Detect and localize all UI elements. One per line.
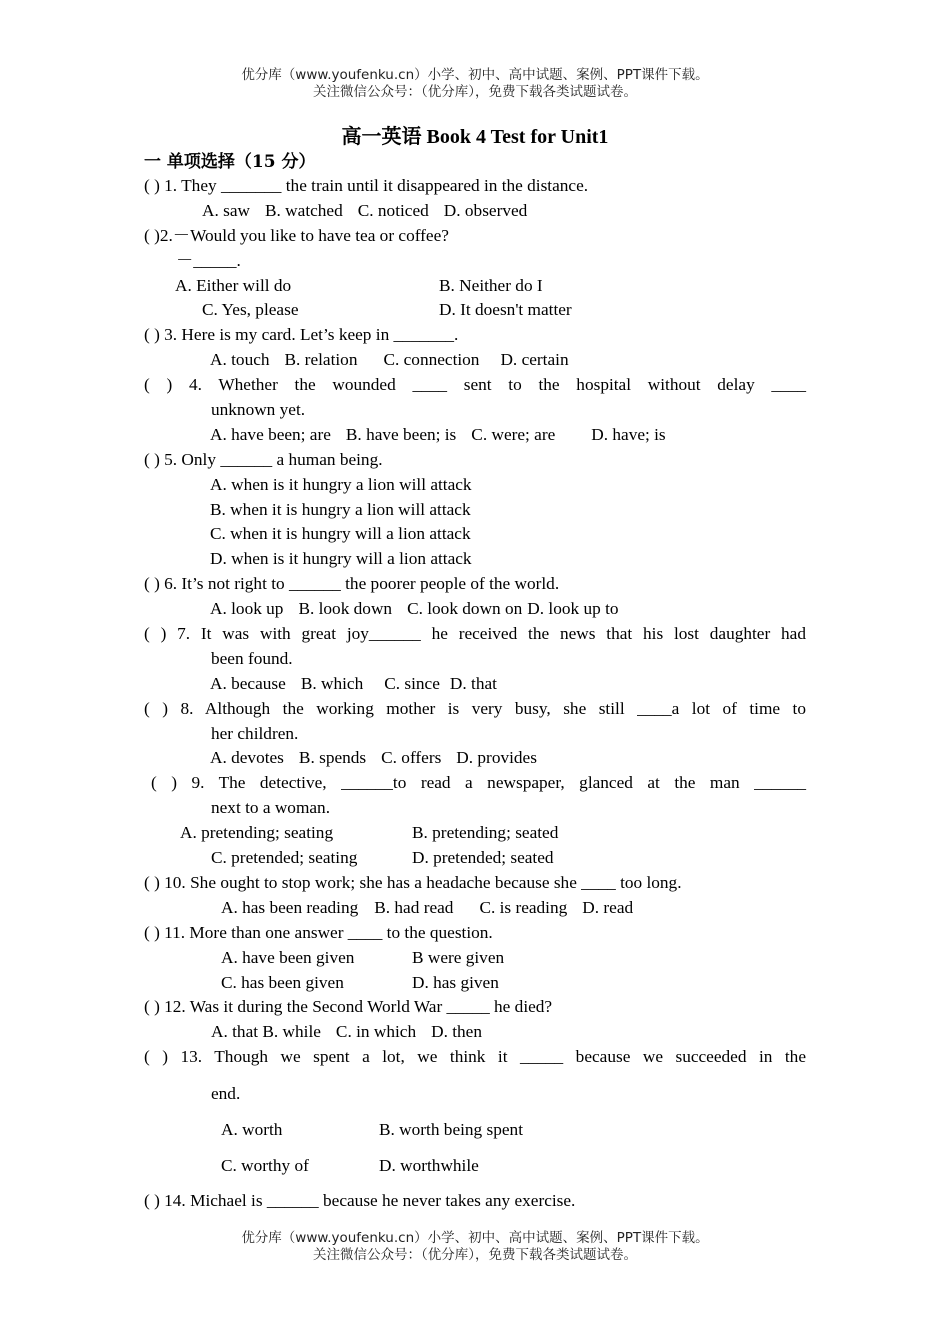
- option-c: C. since: [384, 673, 440, 693]
- question-5-option-c: C. when it is hungry will a lion attack: [210, 524, 471, 544]
- option-a: A. look up: [210, 599, 284, 619]
- option-c: C. noticed: [357, 200, 429, 220]
- question-13-options-row2: [144, 1148, 806, 1184]
- option-a: A. Either will do: [175, 275, 292, 295]
- question-13-stem: ( ) 13. Though we spent a lot, we think it _____ because we succeeded in the: [144, 1047, 806, 1067]
- question-2-stem-line2: －_____.: [176, 250, 241, 270]
- footer-line-1: 优分库（www.youfenku.cn）小学、初中、高中试题、案例、PPT课件下载。: [241, 1230, 709, 1246]
- option-d: D. look up to: [527, 599, 619, 619]
- header-line-2: 关注微信公众号：（优分库），免费下载各类试题试卷。: [313, 84, 637, 100]
- question-5-option-a: A. when is it hungry a lion will attack: [210, 474, 472, 494]
- question-11-options-row2: [144, 971, 806, 996]
- option-d: D. then: [431, 1022, 482, 1042]
- question-1-options: [144, 199, 806, 224]
- question-7-options: [144, 672, 806, 697]
- question-7-stem-line2: been found.: [211, 648, 293, 668]
- question-13-options-row1: [144, 1112, 806, 1148]
- option-b: B. Neither do I: [439, 275, 543, 295]
- footer-line-2: 关注微信公众号：（优分库），免费下载各类试题试卷。: [313, 1247, 637, 1263]
- question-10-stem: ( ) 10. She ought to stop work; she has a headache because she ____ too long.: [144, 872, 682, 892]
- option-d: D. has given: [412, 972, 499, 992]
- question-5-option-d: D. when is it hungry will a lion attack: [210, 549, 472, 569]
- question-9-stem: ( ) 9. The detective, ______to read a newspaper, glanced at the man ______: [151, 773, 806, 793]
- option-b: B. spends: [298, 748, 367, 768]
- question-3-options: [144, 348, 806, 373]
- question-9-options-row1: [144, 821, 806, 846]
- question-8-stem: ( ) 8. Although the working mother is very busy, she still ____a lot of time to: [144, 698, 806, 718]
- option-a: A. has been reading: [221, 897, 359, 917]
- option-b: B. look down: [298, 599, 393, 619]
- question-2-stem: ( )2.－Would you like to have tea or coffee?: [144, 225, 449, 245]
- option-b: B. pretending; seated: [412, 823, 559, 843]
- option-a-b: A. that B. while: [211, 1022, 321, 1042]
- option-c: C. worthy of: [221, 1155, 309, 1175]
- option-b: B. which: [300, 673, 364, 693]
- option-d: D. certain: [500, 350, 569, 370]
- option-c: C. connection: [383, 350, 480, 370]
- question-4-options: [144, 423, 806, 448]
- question-5-option-b: B. when it is hungry a lion will attack: [210, 499, 471, 519]
- section-title: 一 单项选择（15 分）: [144, 152, 316, 172]
- question-8-stem-line2: her children.: [211, 723, 299, 743]
- question-8-options: [144, 746, 806, 771]
- option-c: C. look down on: [407, 599, 523, 619]
- option-a: A. saw: [202, 200, 250, 220]
- question-3-stem: ( ) 3. Here is my card. Let’s keep in _______.: [144, 325, 459, 345]
- option-d: D. pretended; seated: [412, 848, 554, 868]
- option-c: C. pretended; seating: [211, 848, 358, 868]
- question-13-stem-line2: end.: [211, 1084, 241, 1104]
- question-5-stem: ( ) 5. Only ______ a human being.: [144, 449, 383, 469]
- question-11-options-row1: [144, 946, 806, 971]
- option-a: A. touch: [210, 350, 270, 370]
- question-2-options-row2: [144, 298, 806, 323]
- option-b: B. had read: [374, 897, 454, 917]
- question-4-stem: ( ) 4. Whether the wounded ____ sent to the hospital without delay ____: [144, 375, 806, 395]
- question-4-stem-line2: unknown yet.: [211, 400, 306, 420]
- option-b: B. have been; is: [345, 424, 457, 444]
- header-line-1: 优分库（www.youfenku.cn）小学、初中、高中试题、案例、PPT课件下载。: [241, 67, 709, 83]
- option-d: D. worthwhile: [379, 1155, 479, 1175]
- question-12-options: [144, 1020, 806, 1045]
- option-c: C. has been given: [221, 972, 344, 992]
- option-d: D. have; is: [591, 424, 666, 444]
- option-b: B. worth being spent: [379, 1119, 523, 1139]
- page-header: [0, 67, 950, 101]
- question-7-stem: ( ) 7. It was with great joy______ he received the news that his lost daughter had: [144, 624, 806, 644]
- question-2-options-row1: [144, 274, 806, 299]
- option-d: D. provides: [456, 748, 537, 768]
- option-b: B. relation: [284, 350, 358, 370]
- option-a: A. have been given: [221, 947, 355, 967]
- option-a: A. worth: [221, 1119, 283, 1139]
- question-1-stem: ( ) 1. They _______ the train until it disappeared in the distance.: [144, 176, 589, 195]
- question-10-options: [144, 896, 806, 921]
- question-11-stem: ( ) 11. More than one answer ____ to the question.: [144, 922, 493, 942]
- question-12-stem: ( ) 12. Was it during the Second World War _____ he died?: [144, 997, 553, 1017]
- option-a: A. have been; are: [210, 424, 331, 444]
- option-d: D. It doesn't matter: [439, 300, 572, 320]
- option-b: B. watched: [265, 200, 343, 220]
- page-footer: [0, 1230, 950, 1264]
- option-d: D. that: [449, 673, 497, 693]
- question-6-stem: ( ) 6. It’s not right to ______ the poorer people of the world.: [144, 574, 560, 594]
- option-a: A. devotes: [210, 748, 284, 768]
- question-6-options: [144, 597, 806, 622]
- option-c: C. Yes, please: [202, 300, 299, 320]
- question-list: [144, 174, 806, 1219]
- question-9-stem-line2: next to a woman.: [211, 798, 331, 818]
- option-a: A. because: [210, 673, 286, 693]
- option-c: C. in which: [335, 1022, 417, 1042]
- question-9-options-row2: [144, 846, 806, 871]
- page-title: 高一英语 Book 4 Test for Unit1: [341, 126, 609, 148]
- question-14-stem: ( ) 14. Michael is ______ because he never takes any exercise.: [144, 1191, 576, 1211]
- option-c: C. were; are: [471, 424, 556, 444]
- option-a: A. pretending; seating: [180, 823, 334, 843]
- option-c: C. offers: [381, 748, 442, 768]
- option-b: B were given: [412, 947, 505, 967]
- option-c: C. is reading: [479, 897, 568, 917]
- option-d: D. read: [582, 897, 634, 917]
- option-d: D. observed: [443, 200, 528, 220]
